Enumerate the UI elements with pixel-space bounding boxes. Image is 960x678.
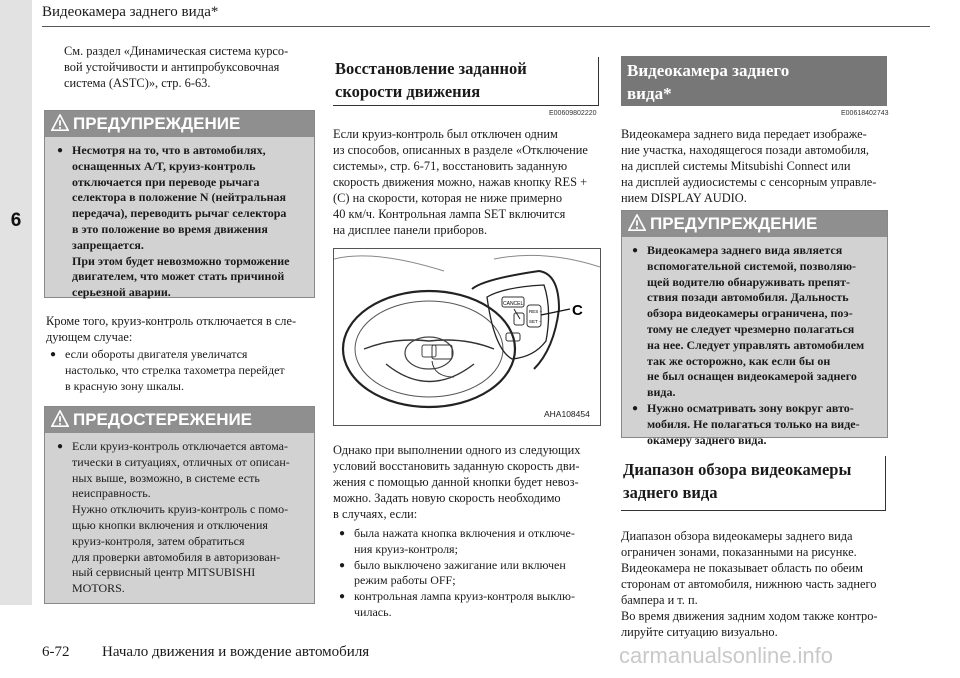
warning-triangle-icon: [628, 214, 646, 232]
list-item: ● Нужно осматривать зону вокруг авто- мобиля. Не полагаться только на виде- окамеру заднего вида.: [632, 401, 881, 448]
caution-box-cruise: [44, 406, 315, 604]
warning-header: [45, 111, 314, 137]
warning-header: [622, 211, 887, 237]
section-title-rear-camera: [621, 56, 887, 106]
chapter-number: 6: [10, 210, 22, 231]
section-code: E00618402743: [841, 110, 889, 117]
col3-para1: Видеокамера заднего вида передает изображе- ние участка, находящегося позади автомобиля, на дисплей системы Mitsubishi Connect или на дисплей аудиосистемы с сенсорным управле- нием DISPLAY AUDIO.: [621, 127, 877, 205]
list-item: ● было выключено зажигание или включен режим работы OFF;: [339, 558, 605, 590]
callout-c: C: [572, 302, 583, 319]
section-title-text: Восстановление заданной скорости движения: [335, 59, 527, 101]
warning-bullets: [632, 243, 881, 448]
warning-box-cruise: [44, 110, 315, 298]
caution-bullet: ● Если круиз-контроль отключается автома- тически в ситуациях, отличных от описан- ных выше, возможно, в системе есть неисправность. Нужно отключить круиз-контроль с помо- щью кнопки включения и отключения круиз-контроля, затем обратиться для проверки автомобиля в авторизован- ный сервисный центр MITSUBISHI MOTORS.: [57, 439, 306, 597]
header-rule: [42, 26, 930, 27]
section-title-view-range: [621, 456, 886, 511]
section-title-resume-speed: [333, 57, 599, 106]
footer-chapter-title: Начало движения и вождение автомобиля: [102, 644, 370, 660]
col1-text2: Кроме того, круиз-контроль отключается в сле- дующем случае:: [46, 314, 297, 344]
watermark: carmanualsonline.info: [619, 643, 834, 668]
col2-bullets: [339, 526, 605, 621]
col1-bullet: ● если обороты двигателя увеличатся настолько, что стрелка тахометра перейдет в красную зону шкалы.: [50, 347, 325, 394]
col1-intro: См. раздел «Динамическая система курсо- вой устойчивости и антипробуксовочная система (ASTC)», стр. 6-63.: [64, 44, 289, 90]
caution-triangle-icon: [51, 410, 69, 428]
section-code: E00609802220: [549, 110, 597, 117]
page-number: 6-72: [42, 644, 70, 660]
figure-steering-wheel: [333, 248, 601, 426]
col2-para2: Однако при выполнении одного из следующих условий восстановить заданную скорость дви- жения с помощью данной кнопки будет невоз- можно. Задать новую скорость необходимо в случаях, если:: [333, 443, 581, 521]
col3-para2: Диапазон обзора видеокамеры заднего вида ограничен зонами, показанными на рисунке. Видеокамера не показывает область по обеим сторонам от автомобиля, нижнюю часть заднего бампера и т. п. Во время движения задним ходом также контро- лируйте ситуацию визуально.: [621, 529, 878, 639]
warning-triangle-icon: [51, 114, 69, 132]
list-item: ● была нажата кнопка включения и отключе- ния круиз-контроля;: [339, 526, 605, 558]
svg-text:CANCEL: CANCEL: [503, 301, 524, 307]
list-item: ● Видеокамера заднего вида является вспомогательной системой, позволяю- щей водителю обнаруживать препят- ствия позади автомобиля. Дальность обзора видеокамеры ограничена, поэ- тому не следует чрезмерно полагаться на нее. Следует управлять автомобилем так же осторожно, как если бы он не был оснащен видеокамерой заднего вида.: [632, 243, 881, 401]
steering-wheel-illustration: [334, 249, 600, 425]
chapter-side-tab: [0, 0, 32, 605]
svg-text:RES +: RES +: [529, 309, 543, 314]
svg-text:SET −: SET −: [529, 319, 542, 324]
warning-bullet: ● Несмотря на то, что в автомобилях, оснащенных A/T, круиз-контроль отключается при переводе рычага селектора в положение N (нейтральная передача), переводить рычаг селектора в это положение во время движения запрещается. При этом будет невозможно торможение двигателем, что может стать причиной серьезной аварии.: [57, 143, 306, 301]
section-title-text: Диапазон обзора видеокамеры заднего вида: [623, 460, 852, 502]
warning-title: ПРЕДУПРЕЖДЕНИЕ: [73, 114, 241, 133]
list-item: ● контрольная лампа круиз-контроля выклю- чилась.: [339, 589, 605, 621]
section-title-text: Видеокамера заднего вида*: [627, 61, 790, 103]
warning-title: ПРЕДУПРЕЖДЕНИЕ: [650, 214, 818, 233]
warning-box-camera: [621, 210, 888, 447]
running-header: Видеокамера заднего вида*: [42, 4, 219, 20]
col2-para1: Если круиз-контроль был отключен одним из способов, описанных в разделе «Отключение системы», стр. 6-71, восстановить заданную скорость движения можно, нажав кнопку RES + (C) на скорости, которая не ниже примерно 40 км/ч. Контрольная лампа SET включится на дисплее панели приборов.: [333, 127, 588, 237]
caution-header: [45, 407, 314, 433]
figure-label: AHA108454: [544, 409, 590, 419]
caution-title: ПРЕДОСТЕРЕЖЕНИЕ: [73, 410, 253, 429]
